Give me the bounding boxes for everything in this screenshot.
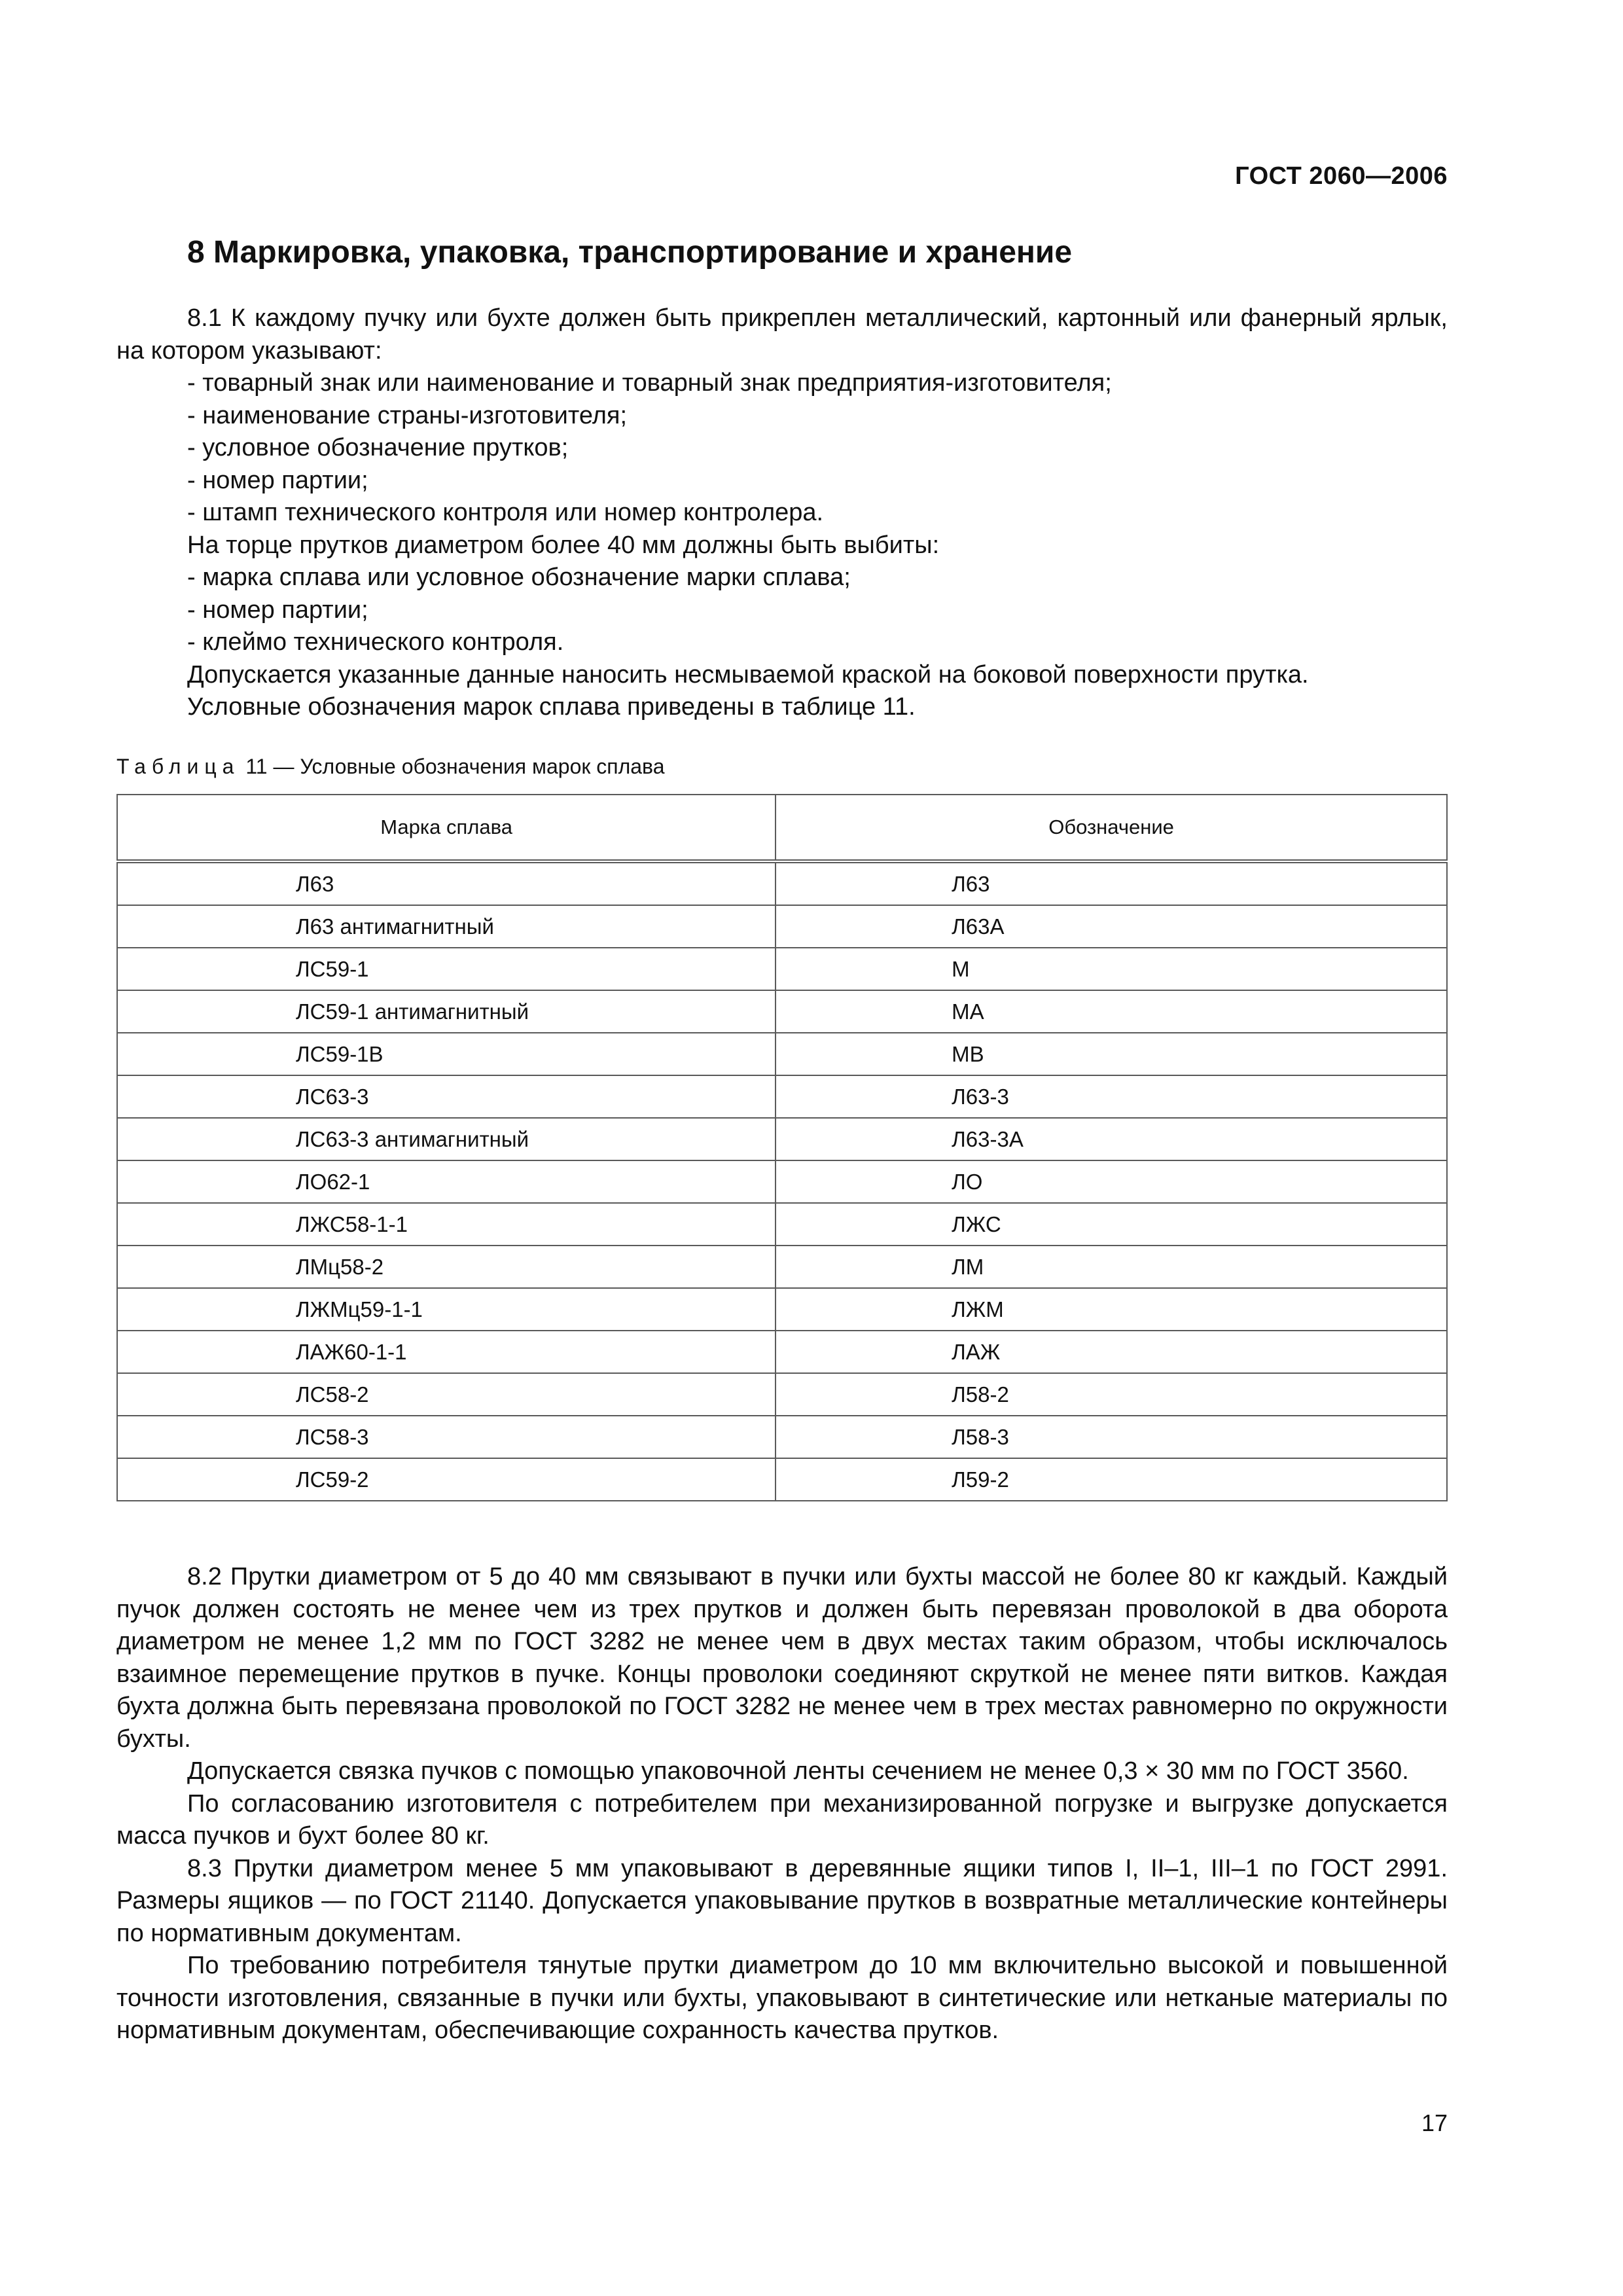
alloy-grade-cell: ЛС63-3 антимагнитный — [117, 1118, 776, 1160]
table-row — [117, 1458, 1447, 1501]
alloy-grade-cell: ЛС59-1 антимагнитный — [117, 990, 776, 1033]
designation-cell: Л58-3 — [776, 1416, 1447, 1458]
list-item: - товарный знак или наименование и товарный знак предприятия-изготовителя; — [187, 369, 1112, 397]
table-row — [117, 948, 1447, 990]
table-row — [117, 1033, 1447, 1075]
list-item: - штамп технического контроля или номер контролера. — [187, 499, 824, 526]
clause-8-2-mass-note: По согласованию изготовителя с потребителем при механизированной погрузке и выгрузке допускается масса пучков и бухт более 80 кг. — [116, 1789, 1448, 1850]
alloy-designation-table — [116, 794, 1448, 1501]
designation-cell: МВ — [776, 1033, 1447, 1075]
alloy-grade-cell: ЛАЖ60-1-1 — [117, 1331, 776, 1373]
clause-8-3-paragraph: 8.3 Прутки диаметром менее 5 мм упаковывают в деревянные ящики типов I, II–1, III–1 по ГОСТ 2991. Размеры ящиков — по ГОСТ 21140. Допускается упаковывание прутков в возвратные металлические контейнеры по нормативным документам. — [116, 1854, 1448, 1947]
table-row — [117, 1373, 1447, 1416]
alloy-grade-cell: ЛЖМц59-1-1 — [117, 1288, 776, 1331]
designation-cell: МА — [776, 990, 1447, 1033]
clause-8-1 — [116, 302, 1448, 724]
alloy-grade-cell: ЛО62-1 — [117, 1160, 776, 1203]
table-row — [117, 990, 1447, 1033]
designation-cell: Л58-2 — [776, 1373, 1447, 1416]
alloy-grade-cell: ЛС58-2 — [117, 1373, 776, 1416]
table-reference: Условные обозначения марок сплава приведены в таблице 11. — [187, 693, 916, 721]
designation-cell: ЛАЖ — [776, 1331, 1447, 1373]
list-item: - клеймо технического контроля. — [187, 628, 564, 656]
designation-cell: ЛМ — [776, 1246, 1447, 1288]
table-row — [117, 1416, 1447, 1458]
designation-cell: ЛЖМ — [776, 1288, 1447, 1331]
table-row — [117, 1075, 1447, 1118]
alloy-grade-cell: ЛС59-2 — [117, 1458, 776, 1501]
table-header-row — [117, 795, 1447, 861]
alloy-grade-cell: ЛС58-3 — [117, 1416, 776, 1458]
list-item: - условное обозначение прутков; — [187, 434, 569, 461]
clause-8-1-intro: 8.1 К каждому пучку или бухте должен быть прикреплен металлический, картонный или фанерный ярлык, на котором указывают: — [116, 304, 1448, 365]
table-row — [117, 1331, 1447, 1373]
designation-cell: Л59-2 — [776, 1458, 1447, 1501]
alloy-grade-cell: Л63 антимагнитный — [117, 905, 776, 948]
table-row — [117, 1288, 1447, 1331]
list-item: - марка сплава или условное обозначение марки сплава; — [187, 564, 851, 591]
table-caption-text: 11 — Условные обозначения марок сплава — [240, 755, 665, 778]
table-caption — [116, 755, 664, 779]
column-header-designation: Обозначение — [776, 795, 1447, 861]
designation-cell: ЛЖС — [776, 1203, 1447, 1246]
designation-cell: Л63 — [776, 861, 1447, 905]
alloy-grade-cell: ЛС59-1В — [117, 1033, 776, 1075]
section-title: 8 Маркировка, упаковка, транспортирование и хранение — [187, 235, 1073, 270]
table-row — [117, 1246, 1447, 1288]
list-item: - номер партии; — [187, 466, 368, 494]
table-caption-word: Таблица — [116, 755, 240, 778]
table-row — [117, 905, 1447, 948]
designation-cell: Л63-3А — [776, 1118, 1447, 1160]
list-item: - наименование страны-изготовителя; — [187, 401, 628, 429]
paint-note: Допускается указанные данные наносить несмываемой краской на боковой поверхности прутка. — [187, 660, 1309, 689]
column-header-alloy-grade: Марка сплава — [117, 795, 776, 861]
list-item: - номер партии; — [187, 596, 368, 624]
table-row — [117, 861, 1447, 905]
document-code: ГОСТ 2060—2006 — [1235, 162, 1448, 190]
table-row — [117, 1118, 1447, 1160]
designation-cell: М — [776, 948, 1447, 990]
alloy-grade-cell: ЛС63-3 — [117, 1075, 776, 1118]
alloy-grade-cell: ЛМц58-2 — [117, 1246, 776, 1288]
table-row — [117, 1203, 1447, 1246]
alloy-grade-cell: ЛЖС58-1-1 — [117, 1203, 776, 1246]
clauses-8-2-8-3 — [116, 1561, 1448, 2047]
end-face-intro: На торце прутков диаметром более 40 мм должны быть выбиты: — [187, 531, 940, 559]
clause-8-3-packing-note: По требованию потребителя тянутые прутки диаметром до 10 мм включительно высокой и повышенной точности изготовления, связанные в пучки или бухты, упаковывают в синтетические или нетканые материалы по нормативным документам, обеспечивающие сохранность качества прутков. — [116, 1952, 1448, 2044]
designation-cell: Л63А — [776, 905, 1447, 948]
alloy-grade-cell: ЛС59-1 — [117, 948, 776, 990]
clause-8-2-paragraph: 8.2 Прутки диаметром от 5 до 40 мм связывают в пучки или бухты массой не более 80 кг каждый. Каждый пучок должен состоять не менее чем из трех прутков и должен быть перевязан проволокой в два оборота диаметром не менее 1,2 мм по ГОСТ 3282 не менее чем в двух местах таким образом, чтобы исключалось взаимное перемещение прутков в пучке. Концы проволоки соединяют скруткой не менее пяти витков. Каждая бухта должна быть перевязана проволокой по ГОСТ 3282 не менее чем в трех местах равномерно по окружности бухты. — [116, 1563, 1448, 1753]
page-number: 17 — [1421, 2109, 1448, 2136]
alloy-grade-cell: Л63 — [117, 861, 776, 905]
table-row — [117, 1160, 1447, 1203]
clause-8-2-strapping-note: Допускается связка пучков с помощью упаковочной ленты сечением не менее 0,3 × 30 мм по ГОСТ 3560. — [187, 1757, 1409, 1785]
designation-cell: ЛО — [776, 1160, 1447, 1203]
designation-cell: Л63-3 — [776, 1075, 1447, 1118]
